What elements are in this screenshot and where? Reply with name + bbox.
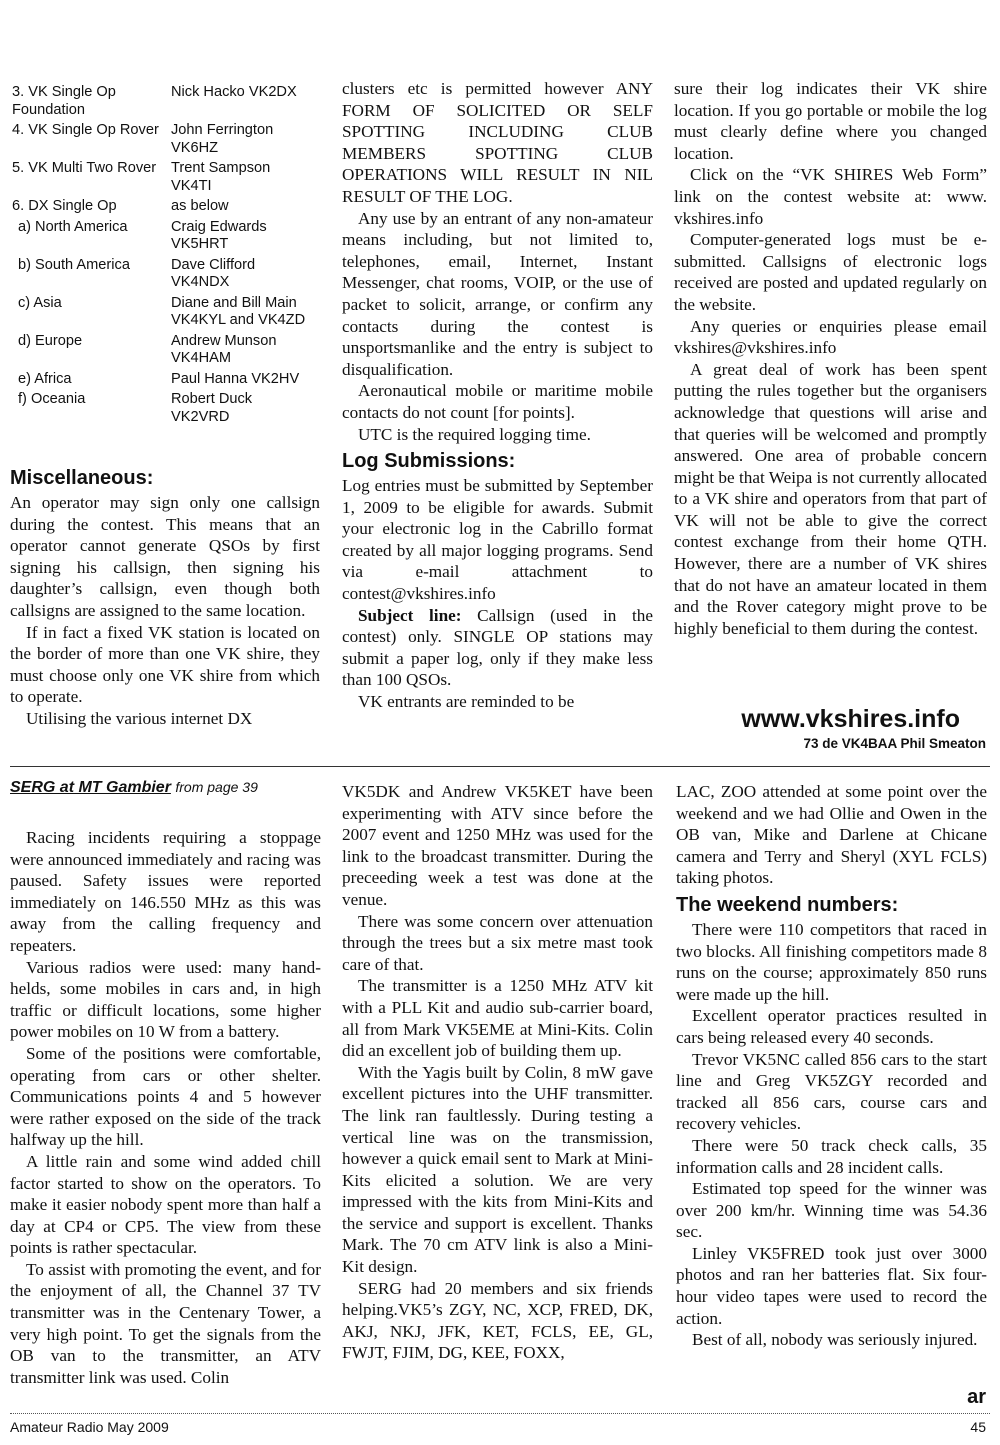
award-row [12,84,312,119]
award-category: e) Africa [18,370,72,387]
paragraph: LAC, ZOO attended at some point over the weekend and we had Ollie and Owen in the OB van, Mike and Darlene at Chicane camera and Terry and Sheryl (XYL FCLS) taking photos. [676,782,987,888]
paragraph: VK5DK and Andrew VK5KET have been experimenting with ATV since before the 2007 event and 1250 MHz was used for the link to the broadcast transmitter. During the preceeding week a test was done at the venue. [342,782,653,909]
award-winner: Paul Hanna VK2HV [171,370,300,387]
paragraph: Linley VK5FRED took just over 3000 photos and ran her batteries flat. Six four-hour video tapes were used to record the action. [676,1243,987,1328]
paragraph: Best of all, nobody was seriously injured. [692,1330,978,1350]
paragraph: With the Yagis built by Colin, 8 mW gave excellent pictures into the UHF transmitter. The link ran faultlessly. During testing a vertical line was on the transmission, however a quick email sent to Mark at Mini-Kits elicited a solution. We are very impressed with the kits from Mini-Kits and the service and support is excellent. Thanks Mark. The 70 cm ATV link is also a Mini-Kit design. [342,1062,653,1277]
misc-column [10,462,320,730]
award-category: c) Asia [18,294,62,311]
paragraph: There were 50 track check calls, 35 information calls and 28 incident calls. [676,1135,987,1177]
paragraph: There was some concern over attenuation through the trees but a six metre mast took care of that. [342,911,653,974]
award-category: f) Oceania [18,391,86,407]
award-row [12,160,312,195]
award-row [12,122,312,157]
award-row [12,333,312,368]
end-mark: ar [967,1386,986,1408]
serg-column-3 [676,781,987,1351]
award-winner: Robert Duck VK2VRD [171,391,253,425]
paragraph: A great deal of work has been spent putting the rules together but the organisers acknowledge that questions will arise and that queries will be welcomed and promptly answered. One area of probable concern might be that Weipa is not currently allocated to a VK shire and operators from that part of VK will not be able to give the correct contest exchange from their home QTH. However, there are a number of VK shires that do not have an amateur located in them and the Rover category might prove to be highly beneficial to them during the contest. [674,359,987,638]
rules-column-2 [342,78,653,713]
award-winner: Craig Edwards VK5HRT [171,218,267,252]
paragraph: Some of the positions were comfortable, operating from cars or other shelter. Communications points 4 and 5 however were rather exposed on the side of the track halfway up the hill. [10,1043,321,1150]
paragraph [342,605,653,691]
award-winner: Andrew Munson VK4HAM [171,332,277,366]
award-winner: Diane and Bill Main VK4KYL and VK4ZD [171,294,306,328]
paragraph: Utilising the various internet DX [26,708,253,728]
award-row [12,219,312,254]
paragraph: sure their log indicates their VK shire location. If you go portable or mobile the log must clearly define where you changed location. [674,79,987,163]
paragraph: SERG had 20 members and six friends helping.VK5’s ZGY, NC, XCP, FRED, DK, AKJ, NKJ, JFK, KET, FCLS, EE, GL, FWJT, FJIM, DG, KEE, FOXX, [342,1278,653,1363]
award-row [12,295,312,330]
paragraph: Log entries must be submitted by September 1, 2009 to be eligible for awards. Submit your electronic log in the Cabrillo format created by all major logging programs. Send via e-mail attachment to contest@vkshires.info [342,476,653,604]
award-winner: John Ferrington VK6HZ [171,122,274,156]
paragraph: If in fact a fixed VK station is located on the border of more than one VK shire, they must choose only one VK shire from which to operate. [10,622,320,707]
paragraph: Aeronautical mobile or maritime mobile contacts do not count [for points]. [342,381,653,422]
footer-divider [10,1413,990,1414]
paragraph: Trevor VK5NC called 856 cars to the start line and Greg VK5ZGY recorded and tracked all 856 cars, course cars and recovery vehicles. [676,1049,987,1134]
award-winner: Nick Hacko VK2DX [171,84,297,100]
author-signoff: 73 de VK4BAA Phil Smeaton [803,736,986,751]
subject-line-label: Subject line: [358,605,462,625]
paragraph: UTC is the required logging time. [358,424,591,444]
serg-column-1 [10,827,321,1388]
award-winner: as below [171,198,229,214]
award-category: d) Europe [18,332,83,349]
misc-heading: Miscellaneous: [10,467,154,489]
continued-from: from page 39 [175,779,258,795]
award-winner: Trent Sampson VK4TI [171,160,271,194]
paragraph: The transmitter is a 1250 MHz ATV kit with a PLL Kit and audio sub-carrier board, all from Mark VK5EME at Mini-Kits. Colin did an excellent job of building them up. [342,976,653,1061]
weekend-numbers-heading: The weekend numbers: [676,893,899,916]
award-row [12,391,312,426]
paragraph: Racing incidents requiring a stoppage were announced immediately and racing was paused. Safety issues were reported immediately on 146.550 MHz as this was away from the calling frequency and repeaters. [10,828,321,955]
paragraph: Any use by an entrant of any non-amateur means including, but not limited to, telephones, email, Internet, Instant Messenger, chat rooms, VOIP, or the use of packet to solicit, arrange, or confirm any contacts during the contest is unsportsmanlike and the entry is subject to disqualification. [342,208,653,379]
award-row [12,198,312,216]
website-url: www.vkshires.info [741,705,960,733]
serg-column-2 [342,781,653,1364]
paragraph: Click on the “VK SHIRES Web Form” link on the contest website at: www. vkshires.info [674,165,987,228]
section-divider [10,766,990,767]
paragraph: To assist with promoting the event, and for the enjoyment of all, the Channel 37 TV transmitter was in the Centenary Tower, a very high point. To get the signals from the OB van to the transmitter, an ATV transmitter link was used. Colin [10,1259,321,1387]
award-category: 6. DX Single Op [12,198,117,214]
paragraph: VK entrants are reminded to be [358,692,575,712]
paragraph: Estimated top speed for the winner was over 200 km/hr. Winning time was 54.36 sec. [676,1179,987,1242]
serg-continuation-heading [10,779,258,797]
footer-publication: Amateur Radio May 2009 [10,1419,169,1435]
award-category: 5. VK Multi Two Rover [12,160,157,176]
award-category: a) North America [18,218,128,235]
award-category: 4. VK Single Op Rover [12,122,159,138]
award-winner: Dave Clifford VK4NDX [171,256,256,290]
award-category: b) South America [18,256,130,273]
paragraph: An operator may sign only one callsign during the contest. This means that an operator cannot generate QSOs by first signing his callsign, then signing his daughter’s callsign, even though both callsigns are assigned to the same location. [10,493,320,620]
subject-line-text: Callsign (used in the contest) only. SINGLE OP stations may submit a paper log, only if they make less than 100 QSOs. [342,605,654,690]
serg-title: SERG at MT Gambier [10,779,171,796]
log-submissions-heading: Log Submissions: [342,450,516,473]
award-row [12,257,312,292]
paragraph: Any queries or enquiries please email vkshires@vkshires.info [674,316,987,358]
paragraph: clusters etc is permitted however ANY FORM OF SOLICITED OR SELF SPOTTING INCLUDING CLUB MEMBERS SPOTTING CLUB OPERATIONS WILL RESULT IN NIL RESULT OF THE LOG. [342,79,653,206]
award-category: 3. VK Single Op Foundation [12,84,116,118]
paragraph: A little rain and some wind added chill factor started to show on the operators. To make it easier nobody spent more than half a day at CP4 or CP5. The view from these points is rather spectacular. [10,1151,321,1258]
paragraph: There were 110 competitors that raced in two blocks. All finishing competitors made 8 runs on the course; approximately 850 runs were made up the hill. [676,919,987,1004]
rules-column-3 [674,78,987,639]
award-row [12,371,312,389]
paragraph: Computer-generated logs must be e-submitted. Callsigns of electronic logs received are posted and updated regularly on the website. [674,230,987,314]
page-number: 45 [970,1419,986,1435]
paragraph: Excellent operator practices resulted in cars being released every 40 seconds. [676,1006,987,1047]
paragraph: Various radios were used: many hand-helds, some mobiles in cars and, in high traffic or difficult locations, some higher power mobiles on 10 W from a battery. [10,957,321,1042]
award-winners-list [12,84,312,429]
